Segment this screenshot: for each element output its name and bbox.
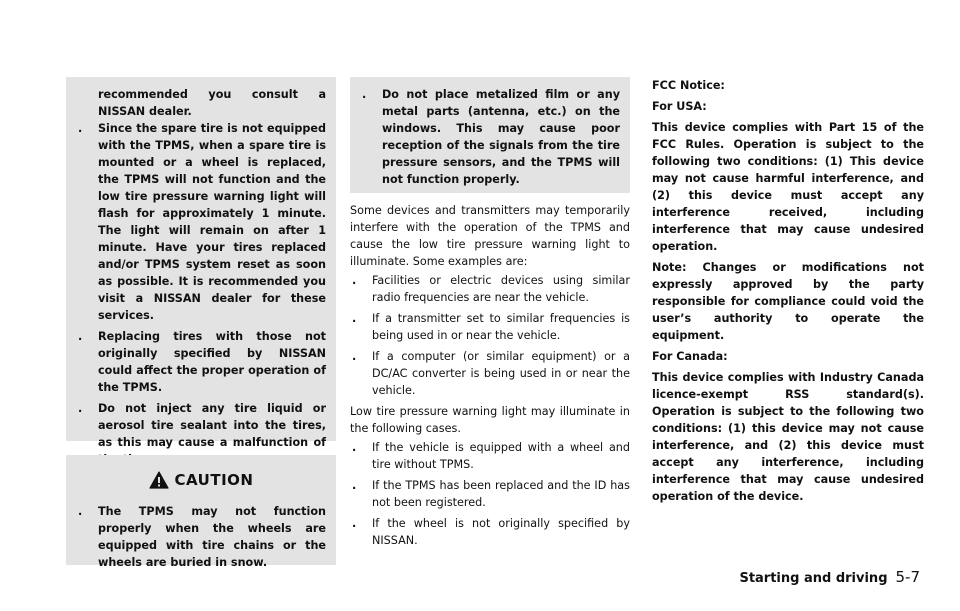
- case-item: [350, 515, 630, 549]
- example-text: If a transmitter set to similar frequencies is being used in or near the vehicle.: [372, 312, 630, 342]
- usa-text: This device complies with Part 15 of the FCC Rules. Operation is subject to the following two conditions: (1) This device may not cause harmful interference, and (2) this device must accept any interference received, including interference that may cause undesired operation.: [652, 121, 924, 253]
- note-item-text: Replacing tires with those not originally specified by NISSAN could affect the proper operation of the TPMS.: [98, 330, 326, 394]
- bullet-dot: .: [352, 479, 357, 492]
- case-item: [350, 477, 630, 511]
- caution-title: CAUTION: [174, 470, 254, 489]
- note-item-text: recommended you consult a NISSAN dealer.: [98, 88, 326, 118]
- note-bullet-item: [360, 86, 620, 188]
- example-item: [350, 272, 630, 306]
- page-footer: [739, 568, 920, 586]
- fcc-notice-section: [652, 77, 924, 509]
- bullet-dot: .: [78, 505, 83, 518]
- case-text: If the wheel is not originally specified by NISSAN.: [372, 517, 630, 547]
- section-name: Starting and driving: [739, 571, 888, 586]
- bullet-dot: .: [352, 312, 357, 325]
- bullet-dot: .: [362, 88, 367, 101]
- bullet-dot: .: [78, 122, 83, 135]
- interference-section: [350, 202, 630, 553]
- note-continuation: [76, 86, 326, 120]
- tpms-note-box: [66, 77, 336, 449]
- fcc-title: FCC Notice:: [652, 79, 725, 92]
- bullet-dot: .: [78, 330, 83, 343]
- case-text: If the vehicle is equipped with a wheel and tire without TPMS.: [372, 441, 630, 471]
- caution-item-text: The TPMS may not function properly when the wheels are equipped with tire chains or the wheels are buried in snow.: [98, 505, 326, 569]
- example-item: [350, 348, 630, 399]
- example-text: If a computer (or similar equipment) or a DC/AC converter is being used in or near the vehicle.: [372, 350, 630, 397]
- case-item: [350, 439, 630, 473]
- note-bullet-item: [76, 120, 326, 324]
- page-number: 5-7: [895, 568, 920, 586]
- usa-label: For USA:: [652, 100, 707, 113]
- note-bullet-item: [76, 328, 326, 396]
- example-item: [350, 310, 630, 344]
- canada-text: This device complies with Industry Canada licence-exempt RSS standard(s). Operation is subject to the following two conditions: (1) this device may not cause interference, and (2) this device must accept any interference, including interference that may cause undesired operation of the device.: [652, 371, 924, 503]
- note-item-text: Do not inject any tire liquid or aerosol tire sealant into the tires, as this may cause a malfunction of: [98, 402, 326, 449]
- bullet-dot: .: [352, 274, 357, 287]
- case-text: If the TPMS has been replaced and the ID has not been registered.: [372, 479, 630, 509]
- bullet-dot: .: [352, 350, 357, 363]
- bullet-dot: .: [352, 441, 357, 454]
- metal-film-note-box: [350, 77, 630, 193]
- note-item-text: Since the spare tire is not equipped with the TPMS, when a spare tire is mounted or a wheel is replaced, the TPMS will not function and the low tire pressure warning light will flash for approximately 1 minute. The light will remain on after 1 minute. Have your tires replaced and/or TPMS system reset as soon as possible. It is recommended you visit a NISSAN dealer for these services.: [98, 122, 326, 322]
- bullet-dot: .: [78, 402, 83, 415]
- bullet-dot: .: [352, 517, 357, 530]
- interference-intro: Some devices and transmitters may temporarily interfere with the operation of the TPMS and cause the low tire pressure warning light to illuminate. Some examples are:: [350, 204, 630, 268]
- canada-label: For Canada:: [652, 350, 728, 363]
- example-text: Facilities or electric devices using similar radio frequencies are near the vehicle.: [372, 274, 630, 304]
- cases-intro: Low tire pressure warning light may illuminate in the following cases.: [350, 405, 630, 435]
- caution-box: [66, 455, 336, 569]
- caution-header: [76, 471, 326, 489]
- caution-bullet-item: [76, 503, 326, 571]
- warning-triangle-icon: [149, 471, 169, 489]
- changes-note: Note: Changes or modifications not expressly approved by the party responsible for compliance could void the user’s authority to operate the equipment.: [652, 261, 924, 342]
- note-item-text: Do not place metalized film or any metal parts (antenna, etc.) on the windows. This may cause poor reception of the signals from the tire pressure sensors, and the TPMS will not function properly.: [382, 88, 620, 186]
